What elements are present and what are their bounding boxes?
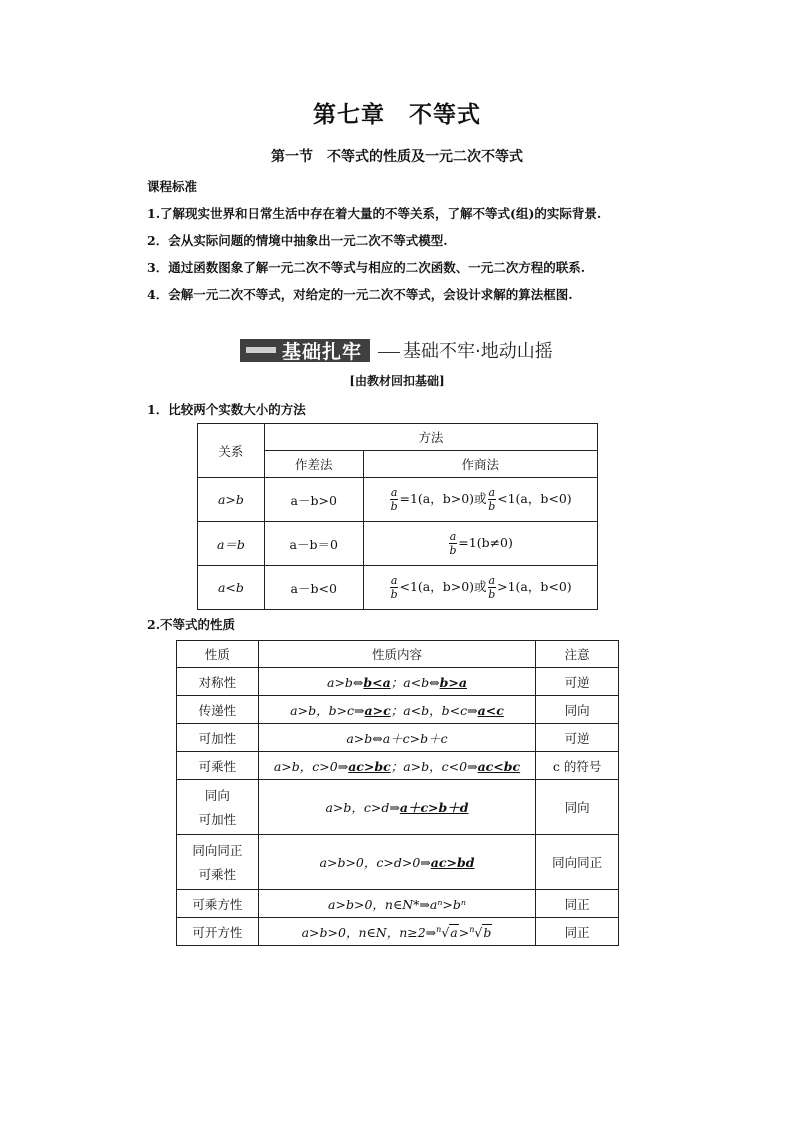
quotient-cell	[363, 522, 597, 566]
quotient-cell	[363, 478, 597, 522]
standard-item: 4．会解一元二次不等式，对给定的一元二次不等式，会设计求解的算法框图.	[147, 287, 573, 302]
content-text: a>b>0，c>d>0⇒	[319, 855, 431, 870]
header-method: 方法	[264, 424, 597, 451]
property-name: 可加性	[177, 724, 259, 752]
difference-cell: a－b>0	[264, 478, 363, 522]
table-row	[198, 478, 598, 522]
content-text: >	[458, 924, 470, 940]
content-answer: ac>bc	[348, 758, 391, 774]
standards-heading: 课程标准	[147, 179, 198, 194]
banner-label-box	[240, 339, 370, 362]
header-content: 性质内容	[258, 641, 535, 668]
property-note: 同向	[536, 780, 619, 835]
standard-item: 2．会从实际问题的情境中抽象出一元二次不等式模型.	[147, 233, 448, 248]
property-content	[258, 696, 535, 724]
name-line: 可乘性	[198, 867, 237, 882]
property-note: c 的符号	[536, 752, 619, 780]
property-note: 同正	[536, 890, 619, 918]
content-answer: a＋c>b＋d	[399, 800, 469, 815]
property-name	[177, 835, 259, 890]
standard-item: 3．通过函数图象了解一元二次不等式与相应的二次函数、一元二次方程的联系.	[147, 260, 586, 275]
compare-heading: 1．比较两个实数大小的方法	[147, 402, 306, 417]
property-note: 同向同正	[536, 835, 619, 890]
fraction-a-over-b: $\frac{a}{b}$	[488, 574, 496, 601]
name-line: 同向	[204, 788, 230, 803]
root-index: n	[469, 924, 475, 934]
content-answer: ac<bc	[477, 758, 521, 774]
property-name: 可开方性	[177, 918, 259, 946]
difference-cell: a－b＝0	[264, 522, 363, 566]
table-row	[177, 752, 619, 780]
property-content: a>b⇔a＋c>b＋c	[258, 724, 535, 752]
property-note: 同向	[536, 696, 619, 724]
relation-cell: a＝b	[198, 522, 265, 566]
content-answer: b>a	[439, 674, 467, 690]
property-name: 可乘方性	[177, 890, 259, 918]
property-content	[258, 752, 535, 780]
property-content	[258, 835, 535, 890]
chapter-title: 第七章 不等式	[313, 101, 481, 128]
property-name: 传递性	[177, 696, 259, 724]
table-row	[177, 696, 619, 724]
property-content	[258, 668, 535, 696]
property-note: 同正	[536, 918, 619, 946]
table-row	[177, 890, 619, 918]
content-text: a>b，b>c⇒	[290, 702, 365, 718]
source-note: [由教材回扣基础]	[349, 374, 445, 388]
table-row	[198, 566, 598, 610]
radicand: a	[450, 924, 458, 940]
section-title: 第一节 不等式的性质及一元二次不等式	[271, 149, 523, 165]
banner-subtitle	[378, 337, 553, 363]
banner-title: 基础扎牢	[282, 340, 363, 363]
content-text: ；a<b，b<c⇒	[390, 702, 478, 718]
content-text: a>b，c>0⇒	[273, 758, 349, 774]
name-line: 可加性	[198, 812, 237, 827]
property-content: a>b>0，n∈N*⇒aⁿ>bⁿ	[258, 890, 535, 918]
fraction-a-over-b: $\frac{a}{b}$	[449, 530, 457, 557]
property-note: 可逆	[536, 668, 619, 696]
banner-bar-decoration	[246, 347, 276, 353]
property-content	[258, 780, 535, 835]
header-note: 注意	[536, 641, 619, 668]
header-property: 性质	[177, 641, 259, 668]
content-text: a>b>0，n∈N，n≥2⇒	[301, 924, 437, 940]
content-answer: a<c	[477, 702, 504, 718]
property-name: 可乘性	[177, 752, 259, 780]
table-row	[177, 724, 619, 752]
standard-item: 1.了解现实世界和日常生活中存在着大量的不等关系，了解不等式(组)的实际背景.	[147, 206, 602, 221]
quotient-cell	[363, 566, 597, 610]
content-answer: ac>bd	[430, 855, 475, 870]
quotient-text: =1(b≠0)	[458, 535, 513, 550]
property-content: a>b>0，n∈N，n≥2⇒$^n$√a>$^n$√b	[258, 918, 535, 946]
content-text: a>b，c>d⇒	[325, 800, 400, 815]
property-name: 对称性	[177, 668, 259, 696]
content-text: ；a<b⇔	[390, 674, 440, 690]
header-difference: 作差法	[264, 451, 363, 478]
property-note: 可逆	[536, 724, 619, 752]
header-relation: 关系	[198, 424, 265, 478]
quotient-text: >1(a，b<0)	[497, 579, 572, 594]
dash-decoration	[378, 352, 400, 353]
table-row	[177, 918, 619, 946]
compare-table	[197, 423, 598, 610]
difference-cell: a－b<0	[264, 566, 363, 610]
table-row	[177, 835, 619, 890]
relation-cell: a>b	[198, 478, 265, 522]
properties-table	[176, 640, 619, 946]
fraction-a-over-b: $\frac{a}{b}$	[488, 486, 496, 513]
fraction-a-over-b: $\frac{a}{b}$	[390, 486, 398, 513]
relation-cell: a<b	[198, 566, 265, 610]
content-answer: b<a	[363, 674, 391, 690]
fraction-a-over-b: $\frac{a}{b}$	[390, 574, 398, 601]
content-text: ；a>b，c<0⇒	[390, 758, 478, 774]
content-answer: a>c	[364, 702, 391, 718]
banner-subtitle-text: 基础不牢·地动山摇	[403, 341, 553, 362]
quotient-text: <1(a，b>0)或	[399, 579, 487, 594]
table-row	[198, 522, 598, 566]
table-row	[177, 668, 619, 696]
quotient-text: =1(a，b>0)或	[399, 491, 487, 506]
root-index: n	[436, 924, 442, 934]
quotient-text: <1(a，b<0)	[497, 491, 572, 506]
name-line: 同向同正	[192, 843, 243, 858]
property-name	[177, 780, 259, 835]
table-row	[177, 780, 619, 835]
content-text: a>b⇔	[327, 674, 364, 690]
section-banner	[240, 337, 553, 363]
properties-heading: 2.不等式的性质	[147, 617, 236, 632]
radicand: b	[483, 924, 492, 940]
header-quotient: 作商法	[363, 451, 597, 478]
